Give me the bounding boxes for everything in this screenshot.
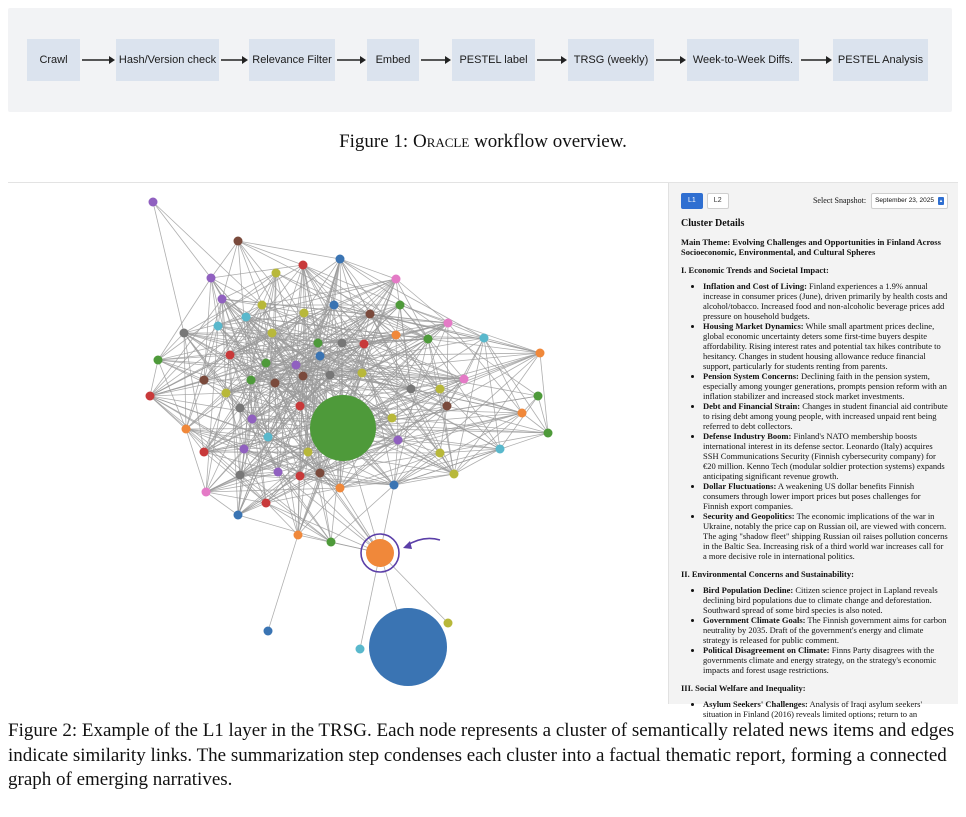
graph-node[interactable] [326, 371, 335, 380]
item-text: While small apartment prices decline, global economic uncertainty deters some first-time buyers despite affordability. Rising interest rates and potential tax hikes contribute to hesitancy. Changes in student housing allowance reduce financial support, particularly for students renting from parents. [703, 321, 941, 371]
graph-node[interactable] [264, 433, 273, 442]
graph-edge [522, 413, 548, 433]
graph-node[interactable] [240, 445, 249, 454]
graph-node[interactable] [300, 309, 309, 318]
graph-node[interactable] [356, 645, 365, 654]
graph-node[interactable] [327, 538, 336, 547]
item-text: Declining faith in the pension system, especially among younger generations, prompts pension reform with an inflation stabilizer and increased stock market investments. [703, 371, 947, 401]
graph-node[interactable] [392, 275, 401, 284]
graph-node[interactable] [268, 329, 277, 338]
workflow-step-trsg-weekly: TRSG (weekly) [568, 39, 654, 81]
figure-2 [8, 182, 958, 719]
workflow-step-pestel-analysis: PESTEL Analysis [833, 39, 928, 81]
list-item [703, 401, 948, 431]
snapshot-label: Select Snapshot: [812, 196, 867, 205]
figure-2-caption: Figure 2: Example of the L1 layer in the TRSG. Each node represents a cluster of semantically related news items and edges indicate similarity links. The summarization step condenses each cluster into a factual thematic report, forming a connected graph of emerging narratives. [8, 720, 955, 790]
graph-node[interactable] [444, 619, 453, 628]
list-item [703, 481, 948, 511]
item-text: Changes in student financial aid contribute to rising debt among young people, with increased unpaid rent being referred to debt collectors. [703, 401, 948, 431]
list-item [703, 699, 948, 719]
graph-node[interactable] [182, 425, 191, 434]
graph-node[interactable] [338, 339, 347, 348]
graph-node[interactable] [314, 339, 323, 348]
graph-node[interactable] [146, 392, 155, 401]
graph-node[interactable] [316, 352, 325, 361]
graph-node[interactable] [450, 470, 459, 479]
list-item [703, 371, 948, 401]
item-heading: Inflation and Cost of Living: [703, 281, 807, 291]
section-list [681, 585, 948, 675]
graph-node[interactable] [294, 531, 303, 540]
graph-node[interactable] [234, 511, 243, 520]
panel-title: Cluster Details [681, 218, 745, 229]
graph-edge [206, 449, 244, 492]
graph-node[interactable] [304, 448, 313, 457]
graph-node[interactable] [299, 372, 308, 381]
graph-node[interactable] [226, 351, 235, 360]
list-item [703, 321, 948, 371]
section-list [681, 281, 948, 561]
tab-l2[interactable]: L2 [707, 193, 729, 209]
graph-node[interactable] [396, 301, 405, 310]
workflow-step-pestel-label: PESTEL label [452, 39, 535, 81]
graph-node[interactable] [443, 402, 452, 411]
graph-node[interactable] [534, 392, 543, 401]
item-heading: Security and Geopolitics: [703, 511, 795, 521]
item-heading: Political Disagreement on Climate: [703, 645, 830, 655]
graph-edge [396, 335, 398, 440]
graph-edge [206, 452, 308, 492]
graph-node[interactable] [154, 356, 163, 365]
graph-node[interactable] [392, 331, 401, 340]
section-title: I. Economic Trends and Societal Impact: [681, 265, 829, 275]
graph-node[interactable] [236, 471, 245, 480]
section-list [681, 699, 948, 719]
workflow-arrow [219, 53, 249, 67]
graph-node[interactable] [258, 301, 267, 310]
graph-node[interactable] [207, 274, 216, 283]
graph-node[interactable] [274, 468, 283, 477]
graph-node[interactable] [149, 198, 158, 207]
graph-edge [206, 492, 266, 503]
item-text: Finland experiences a 1.9% annual increase in consumer prices (June), driven primarily by health costs and alcohol/tobacco. Increased food and non-alcoholic beverage prices add pressure on household budgets. [703, 281, 948, 321]
workflow-step-embed: Embed [367, 39, 419, 81]
graph-edge [454, 413, 522, 474]
graph-edge [206, 492, 238, 515]
workflow-step-relevance-filter: Relevance Filter [249, 39, 335, 81]
workflow-diagram [8, 8, 952, 112]
panel-sections [681, 265, 948, 719]
graph-node[interactable] [330, 301, 339, 310]
graph-node[interactable] [200, 448, 209, 457]
graph-node[interactable] [388, 414, 397, 423]
graph-node[interactable] [202, 488, 211, 497]
graph-node[interactable] [272, 269, 281, 278]
graph-edge [222, 299, 226, 393]
graph-node[interactable] [460, 375, 469, 384]
graph-edge [153, 202, 262, 305]
graph-node[interactable] [358, 369, 367, 378]
graph-edge [340, 259, 396, 279]
cluster-graph[interactable] [8, 183, 668, 704]
workflow-arrow [535, 53, 568, 67]
list-item [703, 585, 948, 615]
graph-node-large-blue[interactable] [369, 608, 447, 686]
figure-1-caption: Figure 1: Oracle workflow overview. [339, 131, 627, 152]
item-text: The economic implications of the war in Ukraine, notably the price cap on Russian oil, are viewed with concern. The aging "shadow fleet" shipping Russian oil raises pollution concerns in the Baltic Sea. Increasing risk of a third world war increases call for a more decisive role in international politics. [703, 511, 948, 561]
graph-edge [428, 338, 484, 339]
graph-node[interactable] [247, 376, 256, 385]
graph-edge [394, 440, 398, 485]
graph-node[interactable] [180, 329, 189, 338]
graph-edge [153, 202, 184, 333]
item-heading: Bird Population Decline: [703, 585, 794, 595]
workflow-arrow [799, 53, 833, 67]
graph-node[interactable] [292, 361, 301, 370]
pointer-arrow [406, 538, 440, 546]
list-item [703, 615, 948, 645]
section-title: II. Environmental Concerns and Sustainability: [681, 569, 854, 579]
graph-node[interactable] [444, 319, 453, 328]
snapshot-select[interactable] [871, 193, 948, 209]
graph-node[interactable] [407, 385, 416, 394]
graph-node[interactable] [360, 340, 369, 349]
item-heading: Dollar Fluctuations: [703, 481, 777, 491]
item-text: A weakening US dollar benefits Finnish consumers through lower import prices but poses challenges for Finnish export companies. [703, 481, 921, 511]
pointer-arrowhead [403, 541, 412, 549]
graph-node[interactable] [264, 627, 273, 636]
list-item [703, 645, 948, 675]
graph-node[interactable] [271, 379, 280, 388]
graph-node[interactable] [200, 376, 209, 385]
graph-edge [396, 279, 448, 323]
item-heading: Debt and Financial Strain: [703, 401, 801, 411]
graph-node[interactable] [299, 261, 308, 270]
graph-node[interactable] [424, 335, 433, 344]
graph-node[interactable] [296, 472, 305, 481]
graph-node[interactable] [214, 322, 223, 331]
chevron-updown-icon: ▴ [939, 198, 943, 204]
section-title: III. Social Welfare and Inequality: [681, 683, 806, 693]
graph-node[interactable] [248, 415, 257, 424]
item-heading: Housing Market Dynamics: [703, 321, 804, 331]
graph-node[interactable] [336, 255, 345, 264]
workflow-step-week-to-week-diffs: Week-to-Week Diffs. [687, 39, 799, 81]
workflow-step-hash-version-check: Hash/Version check [116, 39, 219, 81]
graph-node[interactable] [436, 449, 445, 458]
graph-node[interactable] [336, 484, 345, 493]
workflow-arrow [80, 53, 116, 67]
graph-node[interactable] [262, 359, 271, 368]
graph-edge [222, 273, 276, 299]
graph-node[interactable] [480, 334, 489, 343]
item-heading: Pension System Concerns: [703, 371, 799, 381]
item-text: The Finnish government aims for carbon neutrality by 2035. Draft of the government's energy and climate strategy is released for public comment. [703, 615, 947, 645]
workflow-step-crawl: Crawl [27, 39, 80, 81]
graph-node[interactable] [394, 436, 403, 445]
list-item [703, 281, 948, 321]
graph-node[interactable] [390, 481, 399, 490]
graph-edge [211, 265, 303, 278]
graph-node[interactable] [316, 469, 325, 478]
graph-edge [238, 241, 340, 259]
item-heading: Asylum Seekers' Challenges: [703, 699, 808, 709]
panel-toolbar [681, 191, 948, 211]
graph-node-large-green[interactable] [310, 395, 376, 461]
workflow-arrow [419, 53, 452, 67]
graph-edge [238, 515, 331, 542]
graph-node[interactable] [234, 237, 243, 246]
graph-node[interactable] [366, 310, 375, 319]
graph-node[interactable] [262, 499, 271, 508]
item-heading: Government Climate Goals: [703, 615, 806, 625]
snapshot-value: September 23, 2025 [875, 197, 934, 204]
graph-node[interactable] [218, 295, 227, 304]
list-item [703, 431, 948, 481]
item-text: Finns Party disagrees with the governments climate and energy strategy, on the strategy's economic impacts and forest usage restrictions. [703, 645, 937, 675]
item-text: Analysis of Iraqi asylum seekers' situation in Finland (2016) reveals limited options; return to an [703, 699, 922, 719]
graph-node[interactable] [496, 445, 505, 454]
graph-node-selected[interactable] [366, 539, 394, 567]
item-heading: Defense Industry Boom: [703, 431, 792, 441]
item-text: Finland's NATO membership boosts international interest in its defense sector. Leonardo (Italy) acquires SSH Communications Security (Finnish cybersecurity company) for €20 million. Kenno Tech (modular soldier protection systems) expands anticipating significant revenue growth. [703, 431, 945, 481]
graph-node[interactable] [544, 429, 553, 438]
graph-node[interactable] [236, 404, 245, 413]
graph-node[interactable] [242, 313, 251, 322]
graph-edge [211, 241, 238, 278]
main-theme: Main Theme: Evolving Challenges and Opportunities in Finland Across Socioeconomic, Environmental, and Cultural Spheres [681, 237, 941, 257]
item-text: Citizen science project in Lapland reveals declining bird populations due to climate change and deforestation. Southward spread of some bird species is also noted. [703, 585, 938, 615]
graph-node[interactable] [436, 385, 445, 394]
workflow-arrow [654, 53, 687, 67]
graph-node[interactable] [536, 349, 545, 358]
list-item [703, 511, 948, 561]
graph-node[interactable] [518, 409, 527, 418]
graph-edge [454, 449, 500, 474]
graph-node[interactable] [296, 402, 305, 411]
workflow-arrow [335, 53, 367, 67]
cluster-details-panel [668, 183, 958, 719]
graph-edge [268, 535, 298, 631]
graph-node[interactable] [222, 389, 231, 398]
tab-l1[interactable]: L1 [681, 193, 703, 209]
